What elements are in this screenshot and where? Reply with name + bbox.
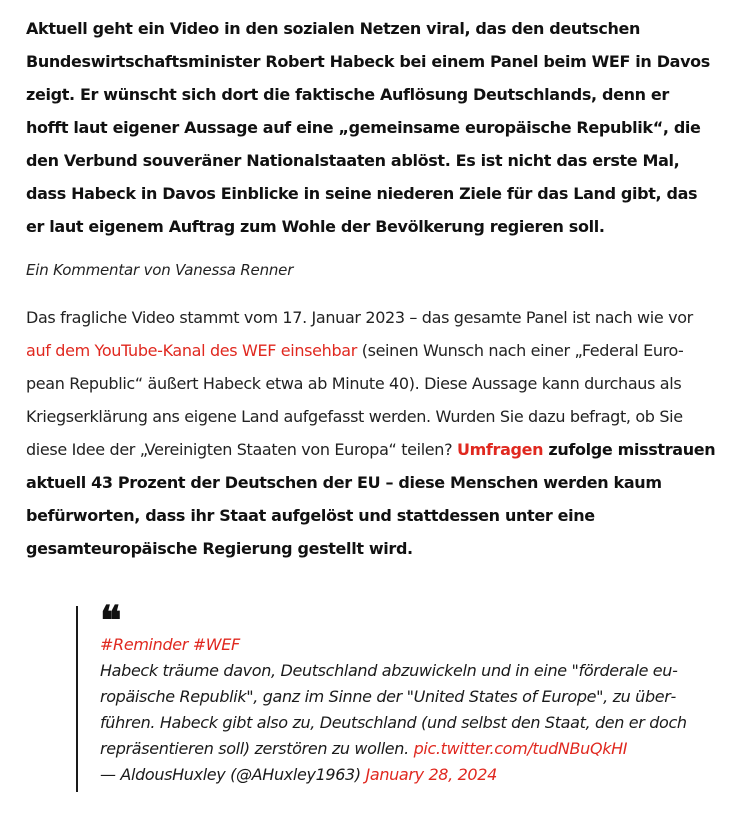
body-paragraph	[26, 301, 716, 565]
tweet-hashtags[interactable]: #Reminder #WEF	[100, 635, 240, 654]
embedded-tweet-quote	[76, 597, 720, 792]
tweet-author: — AldousHuxley (@AHuxley1963)	[100, 765, 366, 784]
youtube-wef-link[interactable]: auf dem YouTube-Kanal des WEF einsehbar	[26, 341, 357, 360]
tweet-text	[100, 632, 720, 788]
body-bold-text: zufolge misstrauen aktuell 43 Prozent der Deutschen der EU – diese Menschen werden kaum befürworten, dass ihr Staat aufgelöst und stattdessen unter eine gesamteuropäische Regierung gestellt wird.	[26, 440, 716, 558]
umfragen-link[interactable]: Umfragen	[456, 440, 544, 459]
article-body	[26, 0, 716, 565]
tweet-date-link[interactable]: January 28, 2024	[365, 765, 497, 784]
byline: Ein Kommentar von Vanessa Renner	[26, 261, 294, 279]
body-text-2: (seinen Wunsch nach einer „Federal European Republic“ äußert Habeck etwa ab Minute 40). Diese Aussage kann durchaus als Kriegserklärung ans eigene Land aufgefasst werden. Wurden Sie dazu befragt, ob Sie diese Idee der „Vereinigten Staaten von Europa“ teilen?	[26, 341, 684, 459]
body-text-1: Das fragliche Video stammt vom 17. Januar 2023 – das gesamte Panel ist nach wie vor	[26, 308, 693, 327]
tweet-body: Habeck träume davon, Deutschland abzuwickeln und in eine "förderale europäische Republik", ganz im Sinne der "United States of Europe", zu überführen. Habeck gibt also zu, Deutschland (und selbst den Staat, den er doch repräsentieren soll) zerstören zu wollen.	[100, 661, 687, 758]
quote-mark-icon: ❝	[100, 597, 122, 644]
tweet-pic-link[interactable]: pic.twitter.com/tudNBuQkHI	[413, 739, 628, 758]
lead-paragraph: Aktuell geht ein Video in den sozialen Netzen viral, das den deutschen Bundeswirtschaftsminister Robert Habeck bei einem Panel beim WEF in Davos zeigt. Er wünscht sich dort die faktische Auflösung Deutschlands, denn er hofft laut eigener Aussage auf eine „gemeinsame europäische Republik“, die den Verbund souveräner Nationalstaaten ablöst. Es ist nicht das erste Mal, dass Habeck in Davos Einblicke in seine niederen Ziele für das Land gibt, das er laut eigenem Auftrag zum Wohle der Bevölkerung regieren soll.	[26, 19, 710, 236]
